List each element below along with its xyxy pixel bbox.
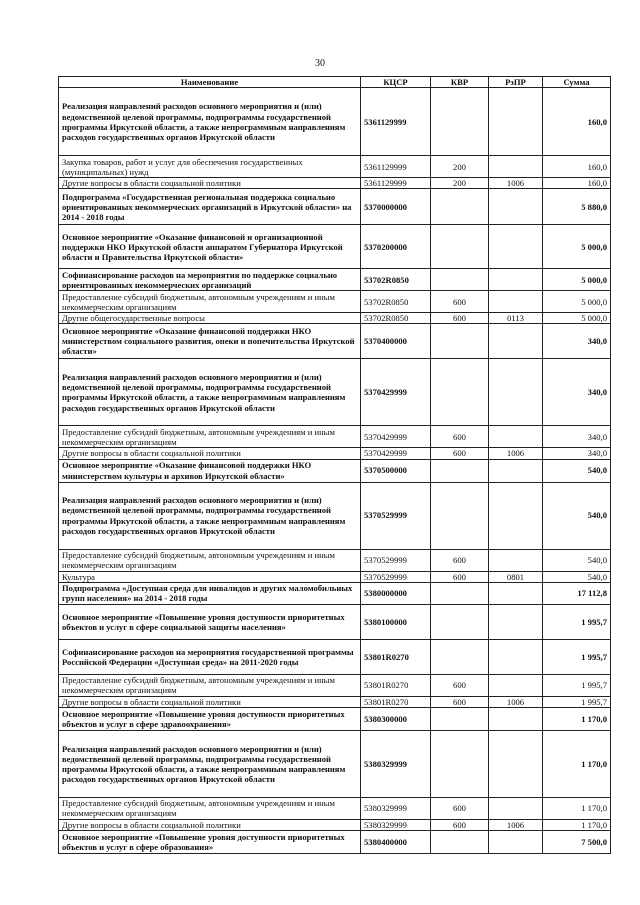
cell-kcsr: 5361129999	[361, 88, 431, 156]
table-row	[59, 269, 611, 291]
cell-rzpr	[489, 830, 543, 853]
cell-kcsr: 53801R0270	[361, 696, 431, 707]
cell-rzpr	[489, 674, 543, 696]
cell-name: Другие вопросы в области социальной политики	[59, 819, 361, 830]
cell-name: Предоставление субсидий бюджетным, автономным учреждениям и иным некоммерческим организациям	[59, 291, 361, 313]
table-row	[59, 707, 611, 730]
cell-sum: 540,0	[543, 549, 611, 571]
table-body	[59, 88, 611, 854]
cell-kvr: 600	[431, 571, 489, 582]
cell-name: Софинансирование расходов на мероприятия государственной программы Российской Федерации «Доступная среда» на 2011-2020 годы	[59, 639, 361, 674]
cell-kcsr: 5380329999	[361, 730, 431, 797]
table-row	[59, 359, 611, 426]
cell-kvr: 600	[431, 291, 489, 313]
cell-name: Другие общегосударственные вопросы	[59, 313, 361, 324]
cell-sum: 340,0	[543, 359, 611, 426]
cell-sum: 1 170,0	[543, 707, 611, 730]
cell-sum: 540,0	[543, 571, 611, 582]
table-row	[59, 448, 611, 459]
cell-kvr	[431, 482, 489, 549]
cell-name: Подпрограмма «Государственная региональная поддержка социально ориентированных некоммерческих организаций в Иркутской области» на 2014 - 2018 годы	[59, 189, 361, 225]
cell-rzpr	[489, 88, 543, 156]
cell-name: Предоставление субсидий бюджетным, автономным учреждениям и иным некоммерческим организациям	[59, 674, 361, 696]
cell-kcsr: 5361129999	[361, 156, 431, 178]
cell-sum: 340,0	[543, 324, 611, 359]
cell-rzpr	[489, 482, 543, 549]
cell-kvr	[431, 269, 489, 291]
table-row	[59, 189, 611, 225]
cell-kvr	[431, 830, 489, 853]
table-row	[59, 639, 611, 674]
header-kvr: КВР	[431, 77, 489, 88]
table-header-row	[59, 77, 611, 88]
cell-sum: 540,0	[543, 459, 611, 482]
cell-kvr: 600	[431, 819, 489, 830]
cell-name: Подпрограмма «Доступная среда для инвалидов и других маломобильных групп населения» на 2014 - 2018 годы	[59, 582, 361, 604]
cell-kcsr: 53801R0270	[361, 639, 431, 674]
cell-kvr: 200	[431, 156, 489, 178]
cell-name: Основное мероприятие «Повышение уровня доступности приоритетных объектов и услуг в сфере социальной защиты населения»	[59, 604, 361, 639]
cell-kcsr: 5370400000	[361, 324, 431, 359]
cell-rzpr	[489, 426, 543, 448]
cell-sum: 1 995,7	[543, 639, 611, 674]
cell-kcsr: 5380329999	[361, 797, 431, 819]
cell-kcsr: 53702R0850	[361, 291, 431, 313]
cell-sum: 5 000,0	[543, 269, 611, 291]
cell-name: Культура	[59, 571, 361, 582]
cell-kcsr: 53702R0850	[361, 313, 431, 324]
cell-rzpr: 1006	[489, 819, 543, 830]
cell-name: Реализация направлений расходов основного мероприятия и (или) ведомственной целевой программы, подпрограммы государственной программы Иркутской области, а также непрограммным направлениям расходов государственных органов Иркутской области	[59, 482, 361, 549]
cell-kvr	[431, 359, 489, 426]
cell-kvr: 600	[431, 426, 489, 448]
header-kcsr: КЦСР	[361, 77, 431, 88]
table-row	[59, 313, 611, 324]
cell-sum: 1 995,7	[543, 696, 611, 707]
cell-name: Реализация направлений расходов основного мероприятия и (или) ведомственной целевой программы, подпрограммы государственной программы Иркутской области, а также непрограммным направлениям расходов государственных органов Иркутской области	[59, 88, 361, 156]
cell-sum: 160,0	[543, 178, 611, 189]
cell-name: Другие вопросы в области социальной политики	[59, 448, 361, 459]
cell-rzpr	[489, 549, 543, 571]
cell-sum: 5 000,0	[543, 313, 611, 324]
cell-name: Предоставление субсидий бюджетным, автономным учреждениям и иным некоммерческим организациям	[59, 426, 361, 448]
cell-sum: 1 170,0	[543, 819, 611, 830]
page-number: 30	[315, 58, 325, 69]
cell-rzpr	[489, 707, 543, 730]
cell-kvr	[431, 604, 489, 639]
cell-name: Основное мероприятие «Повышение уровня доступности приоритетных объектов и услуг в сфере образования»	[59, 830, 361, 853]
cell-rzpr	[489, 225, 543, 269]
cell-kcsr: 5380400000	[361, 830, 431, 853]
table-row	[59, 830, 611, 853]
table-row	[59, 178, 611, 189]
table-row	[59, 549, 611, 571]
cell-sum: 5 000,0	[543, 291, 611, 313]
cell-rzpr	[489, 797, 543, 819]
cell-name: Другие вопросы в области социальной политики	[59, 696, 361, 707]
cell-kcsr: 5361129999	[361, 178, 431, 189]
cell-kvr: 600	[431, 674, 489, 696]
cell-kvr: 600	[431, 448, 489, 459]
cell-kcsr: 5380300000	[361, 707, 431, 730]
header-name: Наименование	[59, 77, 361, 88]
cell-sum: 7 500,0	[543, 830, 611, 853]
cell-sum: 540,0	[543, 482, 611, 549]
cell-kvr	[431, 639, 489, 674]
cell-sum: 1 170,0	[543, 797, 611, 819]
cell-kcsr: 5370500000	[361, 459, 431, 482]
cell-kvr	[431, 730, 489, 797]
table-row	[59, 426, 611, 448]
table-row	[59, 674, 611, 696]
cell-kcsr: 5370200000	[361, 225, 431, 269]
cell-sum: 1 995,7	[543, 604, 611, 639]
cell-rzpr: 1006	[489, 448, 543, 459]
cell-sum: 17 112,8	[543, 582, 611, 604]
cell-rzpr	[489, 730, 543, 797]
cell-rzpr: 0801	[489, 571, 543, 582]
cell-sum: 5 000,0	[543, 225, 611, 269]
cell-rzpr	[489, 189, 543, 225]
table-row	[59, 604, 611, 639]
cell-kvr: 200	[431, 178, 489, 189]
cell-rzpr	[489, 582, 543, 604]
table-row	[59, 582, 611, 604]
cell-rzpr: 0113	[489, 313, 543, 324]
cell-kvr: 600	[431, 797, 489, 819]
cell-name: Предоставление субсидий бюджетным, автономным учреждениям и иным некоммерческим организациям	[59, 549, 361, 571]
cell-name: Реализация направлений расходов основного мероприятия и (или) ведомственной целевой программы, подпрограммы государственной программы Иркутской области, а также непрограммным направлениям расходов государственных органов Иркутской области	[59, 730, 361, 797]
cell-sum: 340,0	[543, 448, 611, 459]
cell-kvr	[431, 225, 489, 269]
cell-kcsr: 5370000000	[361, 189, 431, 225]
cell-kvr: 600	[431, 696, 489, 707]
cell-kvr	[431, 324, 489, 359]
cell-name: Софинансирование расходов на мероприятия по поддержке социально ориентированных некоммерческих организаций	[59, 269, 361, 291]
cell-kcsr: 5370529999	[361, 571, 431, 582]
cell-name: Основное мероприятие «Оказание финансовой и организационной поддержки НКО Иркутской области аппаратом Губернатора Иркутской области и Правительства Иркутской области»	[59, 225, 361, 269]
cell-kvr	[431, 582, 489, 604]
table-row	[59, 730, 611, 797]
table-row	[59, 797, 611, 819]
cell-rzpr: 1006	[489, 696, 543, 707]
cell-name: Закупка товаров, работ и услуг для обеспечения государственных (муниципальных) нужд	[59, 156, 361, 178]
table-row	[59, 291, 611, 313]
cell-name: Реализация направлений расходов основного мероприятия и (или) ведомственной целевой программы, подпрограммы государственной программы Иркутской области, а также непрограммным направлениям расходов государственных органов Иркутской области	[59, 359, 361, 426]
table-row	[59, 571, 611, 582]
cell-kcsr: 5370529999	[361, 482, 431, 549]
cell-name: Другие вопросы в области социальной политики	[59, 178, 361, 189]
budget-table	[58, 76, 611, 854]
cell-name: Основное мероприятие «Повышение уровня доступности приоритетных объектов и услуг в сфере здравоохранения»	[59, 707, 361, 730]
cell-kvr	[431, 707, 489, 730]
cell-kcsr: 5370429999	[361, 448, 431, 459]
cell-rzpr	[489, 324, 543, 359]
cell-kvr	[431, 88, 489, 156]
table-row	[59, 324, 611, 359]
cell-sum: 1 995,7	[543, 674, 611, 696]
cell-rzpr	[489, 639, 543, 674]
cell-kcsr: 5370529999	[361, 549, 431, 571]
cell-kvr: 600	[431, 313, 489, 324]
cell-sum: 1 170,0	[543, 730, 611, 797]
cell-name: Предоставление субсидий бюджетным, автономным учреждениям и иным некоммерческим организациям	[59, 797, 361, 819]
cell-rzpr	[489, 269, 543, 291]
table-row	[59, 156, 611, 178]
table-row	[59, 696, 611, 707]
cell-name: Основное мероприятие «Оказание финансовой поддержки НКО министерством культуры и архивов Иркутской области»	[59, 459, 361, 482]
table-row	[59, 459, 611, 482]
cell-kvr: 600	[431, 549, 489, 571]
table-row	[59, 819, 611, 830]
cell-rzpr	[489, 156, 543, 178]
cell-rzpr: 1006	[489, 178, 543, 189]
cell-rzpr	[489, 291, 543, 313]
cell-kcsr: 5380000000	[361, 582, 431, 604]
cell-kvr	[431, 459, 489, 482]
cell-sum: 340,0	[543, 426, 611, 448]
cell-kcsr: 5380100000	[361, 604, 431, 639]
table-row	[59, 225, 611, 269]
table-row	[59, 88, 611, 156]
header-rzpr: РзПР	[489, 77, 543, 88]
table-row	[59, 482, 611, 549]
cell-rzpr	[489, 459, 543, 482]
header-sum: Сумма	[543, 77, 611, 88]
cell-name: Основное мероприятие «Оказание финансовой поддержки НКО министерством социального развития, опеки и попечительства Иркутской области»	[59, 324, 361, 359]
cell-rzpr	[489, 604, 543, 639]
cell-kcsr: 53702R0850	[361, 269, 431, 291]
cell-kcsr: 5370429999	[361, 359, 431, 426]
cell-kcsr: 5380329999	[361, 819, 431, 830]
cell-kvr	[431, 189, 489, 225]
cell-kcsr: 53801R0270	[361, 674, 431, 696]
cell-rzpr	[489, 359, 543, 426]
cell-sum: 5 880,0	[543, 189, 611, 225]
cell-sum: 160,0	[543, 156, 611, 178]
cell-sum: 160,0	[543, 88, 611, 156]
cell-kcsr: 5370429999	[361, 426, 431, 448]
